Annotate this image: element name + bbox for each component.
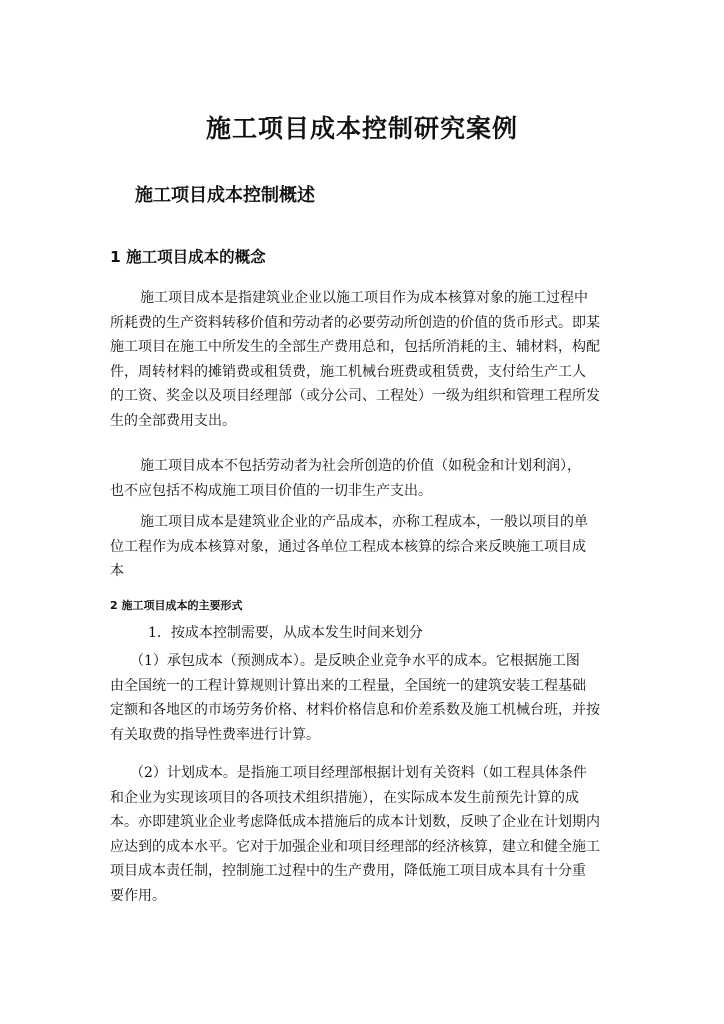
- text-line: 施工项目成本不包括劳动者为社会所创造的价值（如税金和计划利润），: [140, 458, 581, 474]
- section-1-paragraph-1: [110, 286, 620, 434]
- text-line: 位工程作为成本核算对象，通过各单位工程成本核算的综合来反映施工项目成: [110, 538, 586, 555]
- text-line: 由全国统一的工程计算规则计算出来的工程量，全国统一的建筑安装工程基础: [110, 677, 586, 694]
- section-2-heading: 2 施工项目成本的主要形式: [110, 599, 243, 612]
- list-item: 1．按成本控制需要，从成本发生时间来划分: [148, 625, 423, 641]
- text-line: 所耗费的生产资料转移价值和劳动者的必要劳动所创造的价值的货币形式。即某: [110, 314, 600, 331]
- text-line: 定额和各地区的市场劳务价格、材料价格信息和价差系数及施工机械台班，并按: [110, 702, 600, 719]
- text-line: 本: [110, 563, 124, 580]
- text-line: 的工资、奖金以及项目经理部（或分公司、工程处）一级为组织和管理工程所发: [110, 388, 600, 405]
- section-1-paragraph-2: [110, 454, 620, 503]
- text-line: 项目成本责任制，控制施工过程中的生产费用，降低施工项目成本具有十分重: [110, 863, 586, 880]
- text-line: 要作用。: [110, 887, 166, 904]
- text-line: 生的全部费用支出。: [110, 412, 236, 429]
- section-2-subitem-1: [110, 649, 620, 747]
- text-line: 和企业为实现该项目的各项技术组织措施），在实际成本发生前预先计算的成: [110, 789, 579, 806]
- text-line: 本。亦即建筑业企业考虑降低成本措施后的成本计划数，反映了企业在计划期内: [110, 814, 600, 831]
- document-title: 施工项目成本控制研究案例: [205, 114, 518, 143]
- text-line: 施工项目在施工中所发生的全部生产费用总和，包括所消耗的主、辅材料，构配: [110, 339, 600, 356]
- section-1-paragraph-3: [110, 510, 620, 584]
- section-1-heading: 1 施工项目成本的概念: [110, 248, 266, 266]
- section-2-item-1: [110, 621, 620, 646]
- text-line: 有关取费的指导性费率进行计算。: [110, 726, 320, 743]
- text-line: （1）承包成本（预测成本）。是反映企业竞争水平的成本。它根据施工图: [130, 653, 580, 669]
- text-line: （2）计划成本。是指施工项目经理部根据计划有关资料（如工程具体条件: [130, 765, 587, 781]
- text-line: 也不应包括不构成施工项目价值的一切非生产支出。: [110, 482, 432, 499]
- section-2-subitem-2: [110, 761, 620, 909]
- text-line: 施工项目成本是指建筑业企业以施工项目作为成本核算对象的施工过程中: [140, 290, 588, 306]
- text-line: 应达到的成本水平。它对于加强企业和项目经理部的经济核算，建立和健全施工: [110, 838, 600, 855]
- text-line: 施工项目成本是建筑业企业的产品成本，亦称工程成本，一般以项目的单: [140, 514, 588, 530]
- text-line: 件，周转材料的摊销费或租赁费，施工机械台班费或租赁费，支付给生产工人: [110, 363, 586, 380]
- document-subtitle: 施工项目成本控制概述: [135, 185, 315, 206]
